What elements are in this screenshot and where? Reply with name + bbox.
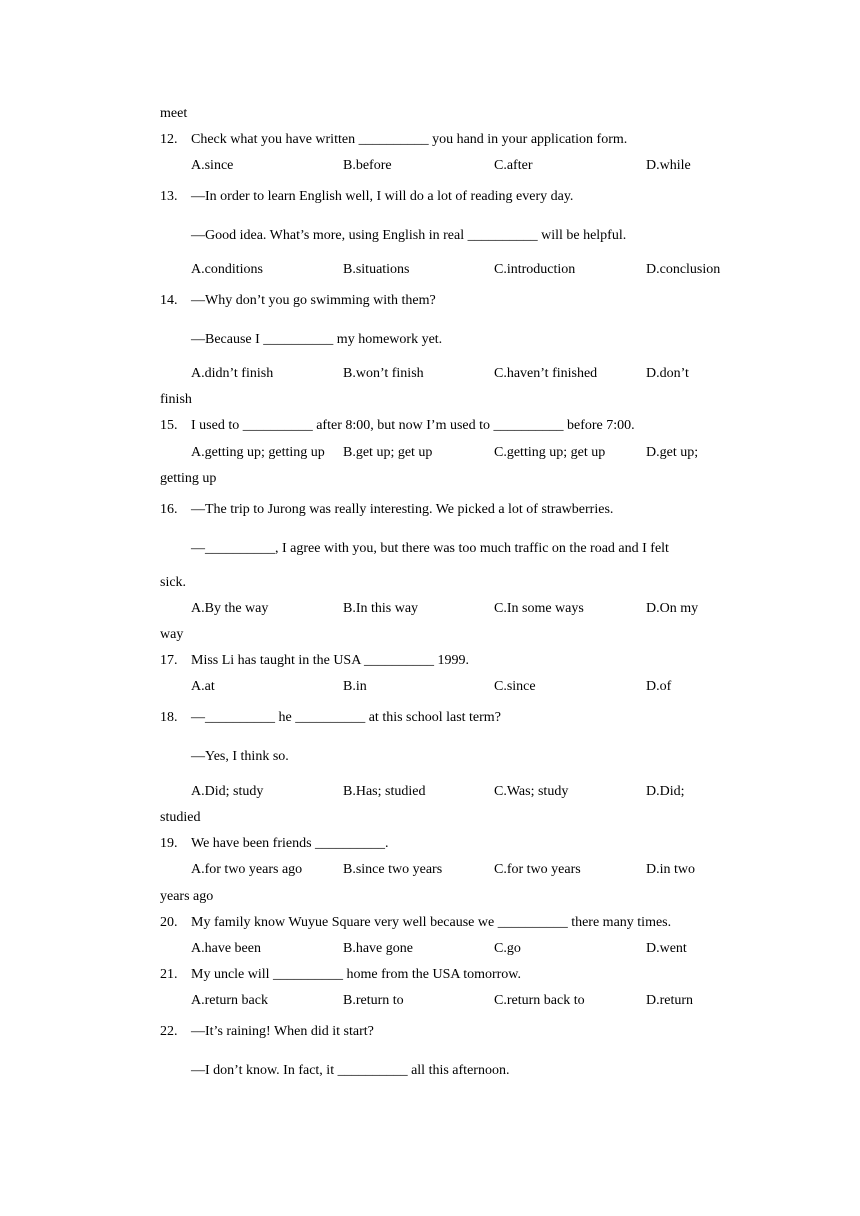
option-a: A.getting up; getting up	[191, 445, 325, 460]
dialogue-line-2: —Good idea. What’s more, using English in real __________ will be helpful.	[191, 228, 627, 243]
option-d: D.in two	[646, 862, 695, 877]
question-number: 15.	[160, 418, 178, 433]
option-d-wrap: way	[160, 627, 184, 642]
option-d: D.don’t	[646, 366, 689, 381]
option-b: B.return to	[343, 993, 404, 1008]
option-b: B.since two years	[343, 862, 443, 877]
dialogue-line-2-wrap: sick.	[160, 575, 187, 590]
option-d-wrap: getting up	[160, 471, 217, 486]
dialogue-line-1: —In order to learn English well, I will do a lot of reading every day.	[191, 189, 574, 204]
dialogue-line-2: —Because I __________ my homework yet.	[191, 332, 443, 347]
option-c: C.for two years	[494, 862, 581, 877]
dialogue-line-2: —Yes, I think so.	[191, 749, 289, 764]
option-d: D.while	[646, 158, 691, 173]
option-a: A.at	[191, 679, 215, 694]
option-c: C.introduction	[494, 262, 576, 277]
option-b: B.get up; get up	[343, 445, 433, 460]
question-stem: My uncle will __________ home from the USA tomorrow.	[191, 967, 522, 982]
option-b: B.In this way	[343, 601, 419, 616]
question-number: 17.	[160, 653, 178, 668]
question-number: 12.	[160, 132, 178, 147]
option-b: B.in	[343, 679, 367, 694]
option-d: D.went	[646, 941, 687, 956]
option-c: C.since	[494, 679, 536, 694]
option-a: A.return back	[191, 993, 268, 1008]
option-c: C.go	[494, 941, 521, 956]
option-a: A.have been	[191, 941, 261, 956]
dialogue-line-1: —__________ he __________ at this school last term?	[191, 710, 501, 725]
option-a: A.Did; study	[191, 784, 264, 799]
question-number: 21.	[160, 967, 178, 982]
option-c: C.getting up; get up	[494, 445, 606, 460]
option-a: A.since	[191, 158, 234, 173]
option-d-wrap: studied	[160, 810, 201, 825]
dialogue-line-1: —Why don’t you go swimming with them?	[191, 293, 436, 308]
option-d: D.get up;	[646, 445, 699, 460]
dialogue-line-2: —I don’t know. In fact, it __________ all this afternoon.	[191, 1063, 510, 1078]
option-c: C.In some ways	[494, 601, 584, 616]
option-d: D.conclusion	[646, 262, 721, 277]
dialogue-line-1: —It’s raining! When did it start?	[191, 1024, 374, 1039]
option-b: B.situations	[343, 262, 410, 277]
question-number: 13.	[160, 189, 178, 204]
option-d-wrap: years ago	[160, 889, 214, 904]
option-d: D.On my	[646, 601, 699, 616]
question-number: 16.	[160, 502, 178, 517]
option-c: C.after	[494, 158, 533, 173]
option-b: B.Has; studied	[343, 784, 426, 799]
option-b: B.before	[343, 158, 392, 173]
dialogue-line-1: —The trip to Jurong was really interesting. We picked a lot of strawberries.	[191, 502, 614, 517]
question-number: 20.	[160, 915, 178, 930]
question-stem: I used to __________ after 8:00, but now I’m used to __________ before 7:00.	[191, 418, 635, 433]
option-a: A.conditions	[191, 262, 263, 277]
option-a: A.By the way	[191, 601, 269, 616]
option-d: D.Did;	[646, 784, 685, 799]
option-d: D.return	[646, 993, 694, 1008]
option-c: C.haven’t finished	[494, 366, 598, 381]
option-d: D.of	[646, 679, 672, 694]
question-number: 22.	[160, 1024, 178, 1039]
question-stem: We have been friends __________.	[191, 836, 389, 851]
option-c: C.Was; study	[494, 784, 569, 799]
question-stem: Miss Li has taught in the USA __________ 1999.	[191, 653, 470, 668]
question-stem: My family know Wuyue Square very well because we __________ there many times.	[191, 915, 672, 930]
option-a: A.for two years ago	[191, 862, 303, 877]
option-d-wrap: finish	[160, 392, 192, 407]
option-c: C.return back to	[494, 993, 585, 1008]
question-number: 19.	[160, 836, 178, 851]
question-number: 14.	[160, 293, 178, 308]
option-b: B.won’t finish	[343, 366, 424, 381]
question-number: 18.	[160, 710, 178, 725]
option-a: A.didn’t finish	[191, 366, 274, 381]
question-stem: Check what you have written __________ you hand in your application form.	[191, 132, 628, 147]
dialogue-line-2: —__________, I agree with you, but there was too much traffic on the road and I felt	[191, 541, 669, 556]
carryover-text: meet	[160, 106, 188, 121]
option-b: B.have gone	[343, 941, 413, 956]
